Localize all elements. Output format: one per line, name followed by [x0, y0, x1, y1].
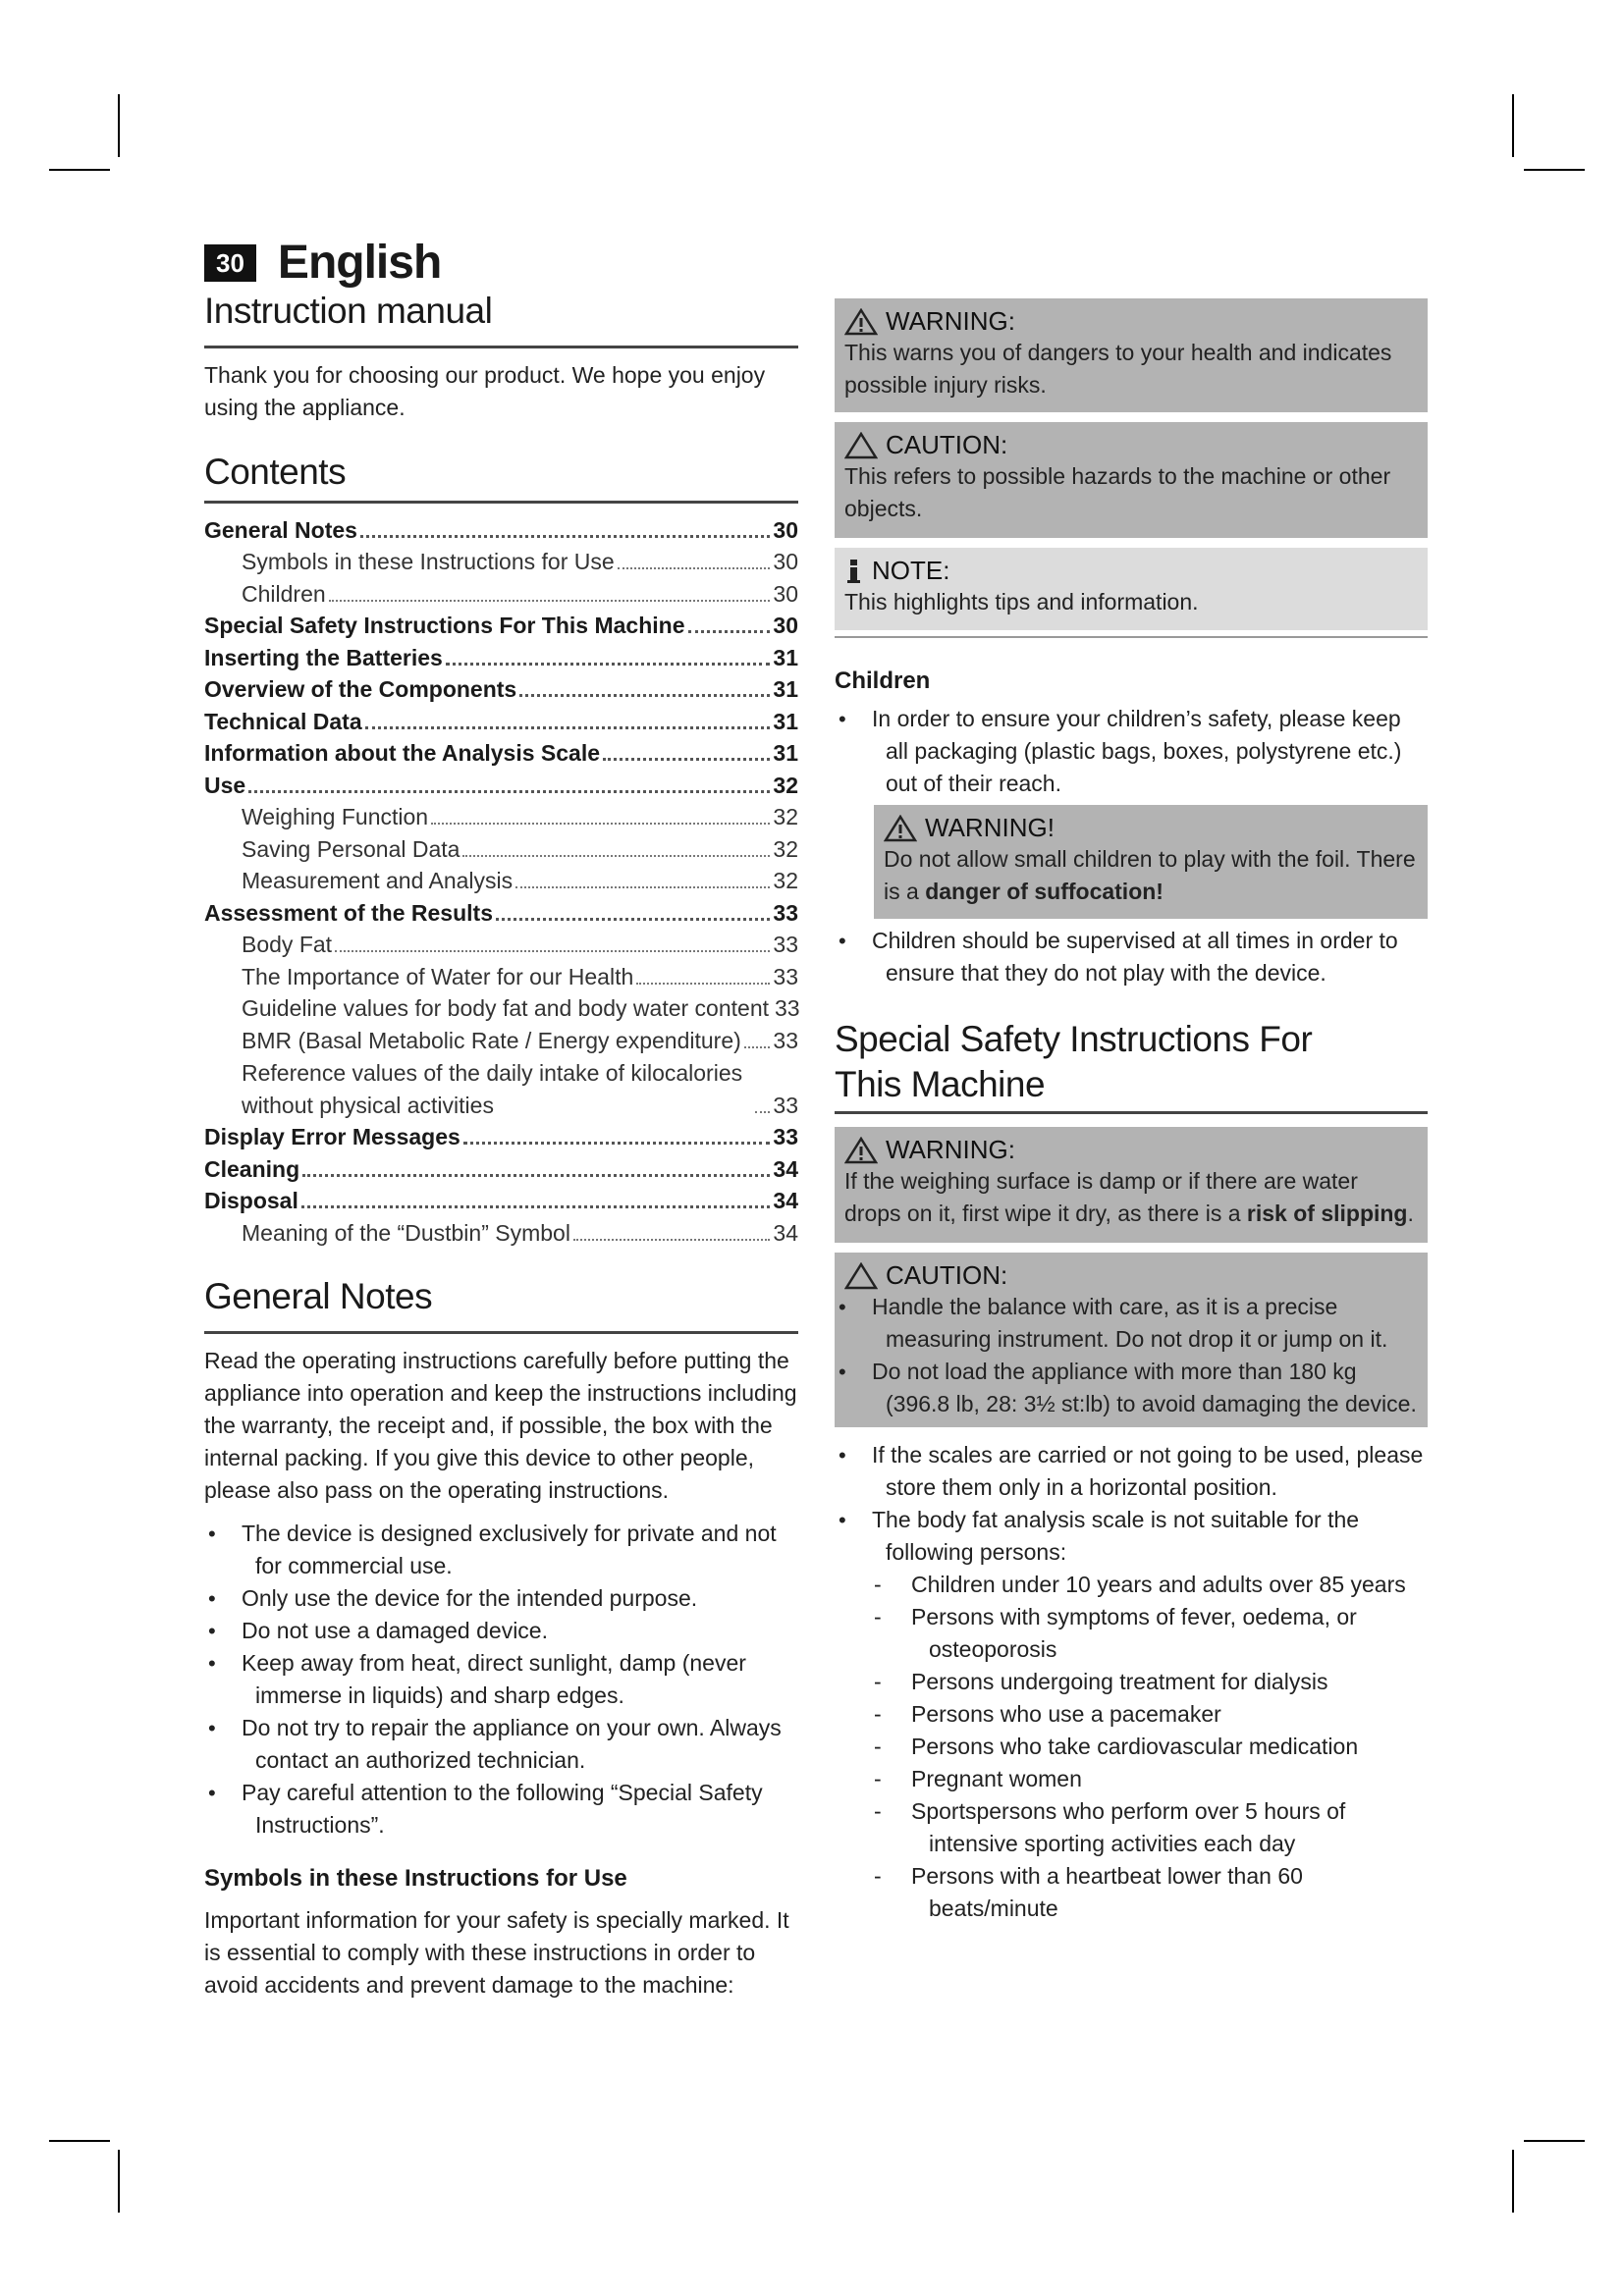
- warning-label: WARNING:: [886, 306, 1015, 336]
- toc-entry: Cleaning 34: [204, 1155, 798, 1182]
- toc-entry: Use 32: [204, 772, 798, 798]
- toc-entry: Body Fat 33: [242, 932, 798, 957]
- children-list-1: [835, 703, 1428, 800]
- children-list-2: [835, 925, 1428, 989]
- special-warning-label: WARNING:: [886, 1135, 1015, 1164]
- contents-heading-block: [204, 452, 798, 504]
- toc-entry: The Importance of Water for our Health 33: [242, 963, 798, 989]
- children-title: Children: [835, 667, 931, 694]
- caution-icon: [844, 432, 878, 459]
- language-title: English: [277, 237, 442, 289]
- children-warning-box: [874, 805, 1428, 919]
- warning-icon: [844, 308, 878, 336]
- list-item: - Children under 10 years and adults over 85 years: [874, 1572, 1406, 1597]
- toc-entry: Overview of the Components 31: [204, 676, 798, 702]
- crop-mark: [1512, 2150, 1514, 2213]
- crop-mark: [49, 169, 110, 171]
- warning-icon: [844, 1137, 878, 1164]
- toc-entry: General Notes 30: [204, 516, 798, 543]
- note-label: NOTE:: [872, 556, 950, 585]
- intro-text: Thank you for choosing our product. We hope you enjoy using the appliance.: [204, 362, 766, 420]
- list-item: • Handle the balance with care, as it is a precise measuring instrument. Do not drop it or jump on it.: [839, 1294, 1388, 1352]
- list-item: • Do not use a damaged device.: [208, 1618, 548, 1643]
- warning-box: [835, 298, 1428, 412]
- children-warning-heading: [884, 813, 1418, 843]
- crop-mark: [1512, 94, 1514, 157]
- note-box: [835, 548, 1428, 630]
- toc-entry: Technical Data 31: [204, 708, 798, 734]
- list-item: - Sportspersons who perform over 5 hours of intensive sporting activities each day: [874, 1798, 1346, 1856]
- caution-box: [835, 422, 1428, 538]
- table-of-contents: [204, 514, 798, 1250]
- instruction-manual-title: Instruction manual: [204, 291, 493, 331]
- toc-entry: Display Error Messages 33: [204, 1124, 798, 1149]
- slipping-emphasis: risk of slipping: [1246, 1201, 1408, 1226]
- list-item: • Only use the device for the intended purpose.: [208, 1585, 698, 1611]
- list-item: - Persons with a heartbeat lower than 60 beats/minute: [874, 1863, 1303, 1921]
- symbols-paragraph: Important information for your safety is specially marked. It is essential to comply with these instructions in order to avoid accidents and prevent damage to the machine:: [204, 1907, 789, 1998]
- special-caution-box: [835, 1253, 1428, 1427]
- general-notes-list: [204, 1518, 798, 1842]
- toc-entry: Weighing Function 32: [242, 804, 798, 829]
- toc-entry: Meaning of the “Dustbin” Symbol 34: [242, 1219, 798, 1246]
- list-item: • The device is designed exclusively for private and not for commercial use.: [208, 1521, 777, 1578]
- list-item: • The body fat analysis scale is not suitable for the following persons:: [839, 1507, 1360, 1565]
- list-item: - Pregnant women: [874, 1766, 1082, 1791]
- toc-entry: Special Safety Instructions For This Machine 30: [204, 613, 798, 638]
- contents-title: Contents: [204, 452, 347, 492]
- toc-entry: Saving Personal Data 32: [242, 835, 798, 862]
- info-icon: [844, 558, 864, 585]
- persons-list: [835, 1569, 1428, 1925]
- special-caution-label: CAUTION:: [886, 1260, 1008, 1290]
- list-item: • Keep away from heat, direct sunlight, damp (never immerse in liquids) and sharp edges.: [208, 1650, 746, 1708]
- caution-label: CAUTION:: [886, 430, 1008, 459]
- special-caution-list: [835, 1291, 1418, 1420]
- warning-text: This warns you of dangers to your health and indicates possible injury risks.: [844, 340, 1392, 398]
- children-warning-label: WARNING!: [925, 813, 1055, 842]
- children-warning-text: Do not allow small children to play with the foil. There is a danger of suffocation!: [884, 846, 1416, 904]
- special-title-line-2: This Machine: [835, 1064, 1046, 1104]
- warning-heading: [844, 306, 1418, 337]
- page-header: [204, 236, 441, 290]
- special-warning-box: [835, 1127, 1428, 1243]
- list-item: • Do not load the appliance with more than 180 kg (396.8 lb, 28: 3½ st:lb) to avoid damaging the device.: [839, 1359, 1417, 1416]
- special-heading-block: [835, 1017, 1428, 1114]
- note-divider: [835, 636, 1428, 638]
- symbols-title: Symbols in these Instructions for Use: [204, 1865, 627, 1892]
- list-item: • Pay careful attention to the following “Special Safety Instructions”.: [208, 1780, 763, 1838]
- toc-entry: Measurement and Analysis 32: [242, 868, 798, 893]
- toc-entry: Inserting the Batteries 31: [204, 644, 798, 670]
- list-item: • Do not try to repair the appliance on your own. Always contact an authorized technician.: [208, 1715, 782, 1773]
- warning-icon: [884, 815, 917, 842]
- caution-icon: [844, 1262, 878, 1290]
- list-item: - Persons who use a pacemaker: [874, 1701, 1221, 1727]
- toc-entry: BMR (Basal Metabolic Rate / Energy expenditure) 33: [242, 1027, 798, 1053]
- toc-entry: Children 30: [242, 580, 798, 607]
- special-warning-heading: [844, 1135, 1418, 1165]
- crop-mark: [1524, 169, 1585, 171]
- list-item: - Persons who take cardiovascular medication: [874, 1734, 1359, 1759]
- toc-entry: Symbols in these Instructions for Use 30: [242, 549, 798, 574]
- list-item: - Persons with symptoms of fever, oedema, or osteoporosis: [874, 1604, 1357, 1662]
- list-item: • In order to ensure your children’s safety, please keep all packaging (plastic bags, boxes, polystyrene etc.) out of their reach.: [839, 706, 1402, 796]
- page-number: 30: [204, 244, 256, 282]
- note-heading: [844, 556, 1418, 586]
- instruction-manual-heading-block: [204, 291, 798, 348]
- special-safety-list: [835, 1439, 1428, 1569]
- special-title-line-1: Special Safety Instructions For: [835, 1019, 1313, 1059]
- list-item: • Children should be supervised at all times in order to ensure that they do not play with the device.: [839, 928, 1398, 986]
- toc-entry: Reference values of the daily intake of kilocalories without physical activities 33: [242, 1059, 798, 1118]
- toc-entry: Guideline values for body fat and body water content 33: [242, 995, 800, 1021]
- general-notes-title: General Notes: [204, 1276, 433, 1316]
- toc-entry: Information about the Analysis Scale 31: [204, 740, 798, 766]
- crop-mark: [1524, 2140, 1585, 2142]
- danger-emphasis: danger of suffocation!: [925, 879, 1164, 904]
- toc-entry: Assessment of the Results 33: [204, 899, 798, 926]
- list-item: - Persons undergoing treatment for dialysis: [874, 1669, 1328, 1694]
- crop-mark: [118, 2150, 120, 2213]
- toc-entry: Disposal 34: [204, 1188, 798, 1213]
- list-item: • If the scales are carried or not going to be used, please store them only in a horizontal position.: [839, 1442, 1424, 1500]
- general-notes-paragraph: Read the operating instructions carefully before putting the appliance into operation and keep the instructions including the warranty, the receipt and, if possible, the box with the internal packing. If you give this device to other people, please also pass on the operating instructions.: [204, 1348, 797, 1503]
- caution-heading: [844, 430, 1418, 460]
- caution-text: This refers to possible hazards to the machine or other objects.: [844, 463, 1391, 521]
- crop-mark: [118, 94, 120, 157]
- special-caution-heading: [844, 1260, 1418, 1291]
- crop-mark: [49, 2140, 110, 2142]
- general-notes-heading-block: [204, 1276, 798, 1334]
- note-text: This highlights tips and information.: [844, 589, 1199, 614]
- special-warning-text: If the weighing surface is damp or if there are water drops on it, first wipe it dry, as there is a risk of slipping.: [844, 1168, 1414, 1226]
